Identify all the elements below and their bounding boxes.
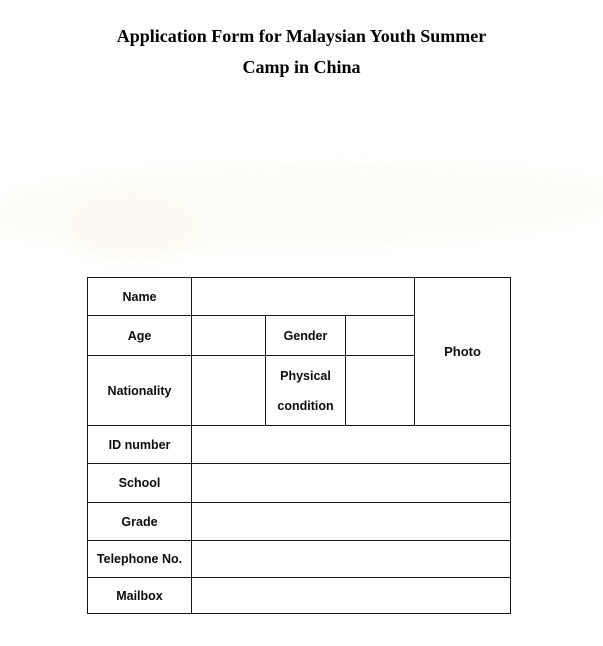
gender-label: Gender (266, 316, 346, 356)
telephone-input-cell[interactable] (192, 541, 511, 578)
grade-label: Grade (88, 503, 192, 541)
form-title-line2: Camp in China (242, 57, 361, 77)
scan-smudge-spot (66, 192, 196, 262)
table-row (88, 578, 511, 614)
name-label: Name (88, 278, 192, 316)
table-row (88, 278, 511, 316)
application-form-table (87, 277, 511, 614)
id-number-label: ID number (88, 426, 192, 464)
gender-input-cell[interactable] (346, 316, 415, 356)
table-row (88, 503, 511, 541)
school-label: School (88, 464, 192, 503)
table-row (88, 464, 511, 503)
age-input-cell[interactable] (192, 316, 266, 356)
telephone-label: Telephone No. (88, 541, 192, 578)
id-number-input-cell[interactable] (192, 426, 511, 464)
mailbox-label: Mailbox (88, 578, 192, 614)
grade-input-cell[interactable] (192, 503, 511, 541)
mailbox-input-cell[interactable] (192, 578, 511, 614)
nationality-input-cell[interactable] (192, 356, 266, 426)
age-label: Age (88, 316, 192, 356)
form-title-line1: Application Form for Malaysian Youth Summer (116, 26, 487, 46)
photo-cell: Photo (415, 278, 511, 426)
table-row (88, 426, 511, 464)
form-title (0, 21, 603, 83)
nationality-label: Nationality (88, 356, 192, 426)
physical-condition-label: Physical condition (266, 356, 346, 426)
name-input-cell[interactable] (192, 278, 415, 316)
physical-condition-input-cell[interactable] (346, 356, 415, 426)
scan-smudge (0, 155, 603, 257)
school-input-cell[interactable] (192, 464, 511, 503)
table-row (88, 541, 511, 578)
